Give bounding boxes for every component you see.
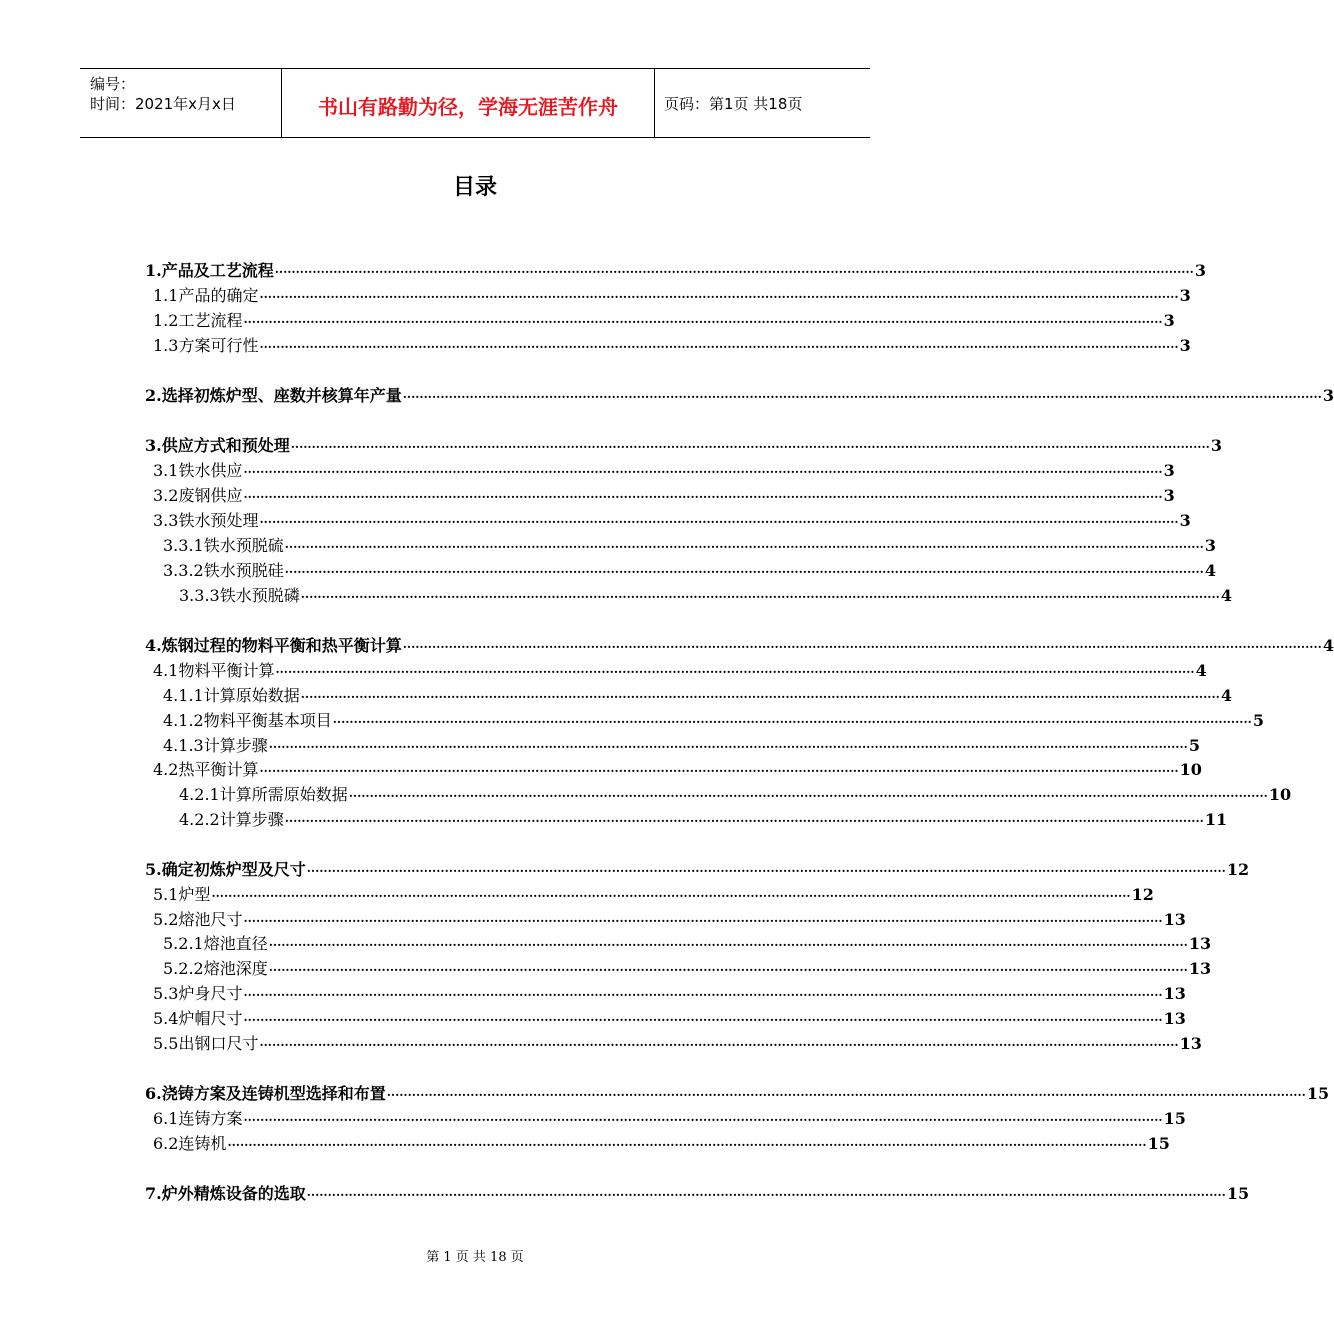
toc-entry-label: 4.1物料平衡计算 bbox=[153, 661, 275, 680]
toc-dot-leader: ···························································································································································································································· bbox=[243, 490, 1163, 504]
toc-entry-page: 15 bbox=[1163, 1109, 1186, 1128]
toc-entry-page: 13 bbox=[1179, 1034, 1202, 1053]
toc-entry-page: 11 bbox=[1204, 810, 1228, 829]
toc-entry-page: 3 bbox=[1163, 486, 1175, 505]
document-time-label: 时间：2021年x月x日 bbox=[90, 95, 236, 113]
toc-entry[interactable] bbox=[145, 1181, 1250, 1205]
toc-entry[interactable] bbox=[163, 733, 1200, 757]
toc-entry-page: 13 bbox=[1163, 910, 1186, 929]
toc-entry[interactable] bbox=[145, 633, 1334, 657]
toc-entry-label: 5.2.1熔池直径 bbox=[163, 934, 268, 953]
toc-entry-label: 5.5出钢口尺寸 bbox=[153, 1034, 259, 1053]
toc-dot-leader: ···························································································································································································································· bbox=[290, 440, 1210, 454]
page-title: 目录 bbox=[452, 175, 497, 200]
toc-entry-label: 3.3.2铁水预脱硅 bbox=[163, 561, 284, 580]
toc-entry[interactable] bbox=[153, 1106, 1186, 1130]
toc-dot-leader: ···························································································································································································································· bbox=[306, 1188, 1226, 1202]
toc-dot-leader: ···························································································································································································································· bbox=[243, 1013, 1163, 1027]
toc-entry-label: 5.确定初炼炉型及尺寸 bbox=[145, 860, 306, 879]
toc-dot-leader: ···························································································································································································································· bbox=[259, 340, 1179, 354]
toc-entry-page: 13 bbox=[1163, 1009, 1186, 1028]
toc-entry-label: 1.产品及工艺流程 bbox=[145, 261, 274, 280]
toc-dot-leader: ···························································································································································································································· bbox=[243, 1113, 1163, 1127]
toc-entry-page: 3 bbox=[1322, 386, 1334, 405]
toc-dot-leader: ···························································································································································································································· bbox=[284, 540, 1204, 554]
toc-entry-label: 1.2工艺流程 bbox=[153, 311, 243, 330]
toc-entry[interactable] bbox=[145, 857, 1250, 881]
toc-entry-label: 4.1.1计算原始数据 bbox=[163, 686, 300, 705]
toc-entry-page: 4 bbox=[1322, 636, 1334, 655]
toc-entry-label: 1.1产品的确定 bbox=[153, 286, 259, 305]
toc-entry-page: 12 bbox=[1131, 885, 1154, 904]
toc-entry-label: 5.1炉型 bbox=[153, 885, 211, 904]
toc-dot-leader: ···························································································································································································································· bbox=[274, 265, 1194, 279]
toc-entry[interactable] bbox=[163, 956, 1212, 980]
toc-entry[interactable] bbox=[153, 658, 1207, 682]
toc-entry-page: 4 bbox=[1220, 686, 1232, 705]
toc-dot-leader: ···························································································································································································································· bbox=[259, 1038, 1179, 1052]
toc-dot-leader: ···························································································································································································································· bbox=[284, 814, 1204, 828]
toc-entry[interactable] bbox=[153, 308, 1175, 332]
toc-entry[interactable] bbox=[163, 683, 1232, 707]
toc-entry-page: 4 bbox=[1204, 561, 1216, 580]
toc-entry[interactable] bbox=[145, 1081, 1330, 1105]
toc-entry-page: 4 bbox=[1220, 586, 1232, 605]
toc-dot-leader: ···························································································································································································································· bbox=[284, 565, 1204, 579]
toc-entry-page: 4 bbox=[1195, 661, 1207, 680]
toc-dot-leader: ···························································································································································································································· bbox=[332, 715, 1252, 729]
document-number-label: 编号： bbox=[90, 75, 136, 93]
toc-entry-page: 5 bbox=[1188, 736, 1200, 755]
toc-entry[interactable] bbox=[153, 907, 1186, 931]
toc-entry-page: 10 bbox=[1268, 785, 1292, 804]
toc-entry-page: 13 bbox=[1188, 959, 1212, 978]
toc-entry[interactable] bbox=[153, 1006, 1186, 1030]
toc-entry-label: 6.2连铸机 bbox=[153, 1134, 227, 1153]
toc-entry[interactable] bbox=[145, 433, 1222, 457]
toc-entry-page: 15 bbox=[1226, 1184, 1250, 1203]
toc-entry[interactable] bbox=[179, 782, 1292, 806]
toc-dot-leader: ···························································································································································································································· bbox=[268, 938, 1188, 952]
toc-entry-label: 1.3方案可行性 bbox=[153, 336, 259, 355]
header-info-cell bbox=[80, 69, 281, 137]
toc-entry-label: 3.3.3铁水预脱磷 bbox=[179, 586, 300, 605]
toc-entry[interactable] bbox=[153, 458, 1175, 482]
toc-dot-leader: ···························································································································································································································· bbox=[243, 914, 1163, 928]
toc-entry-page: 13 bbox=[1188, 934, 1212, 953]
toc-entry[interactable] bbox=[179, 807, 1228, 831]
header-page-number: 页码：第1页 共18页 bbox=[664, 95, 803, 113]
toc-entry[interactable] bbox=[145, 383, 1334, 407]
toc-entry-label: 2.选择初炼炉型、座数并核算年产量 bbox=[145, 386, 402, 405]
toc-dot-leader: ···························································································································································································································· bbox=[243, 465, 1163, 479]
toc-entry-page: 12 bbox=[1226, 860, 1250, 879]
toc-entry-page: 3 bbox=[1163, 461, 1175, 480]
toc-entry[interactable] bbox=[145, 258, 1206, 282]
toc-entry-page: 5 bbox=[1252, 711, 1264, 730]
page-footer: 第 1 页 共 18 页 bbox=[426, 1250, 524, 1265]
toc-entry-label: 4.2热平衡计算 bbox=[153, 760, 259, 779]
header-motto: 书山有路勤为径，学海无涯苦作舟 bbox=[318, 95, 618, 119]
toc-entry[interactable] bbox=[163, 533, 1216, 557]
toc-entry-label: 3.3.1铁水预脱硫 bbox=[163, 536, 284, 555]
toc-entry[interactable] bbox=[153, 483, 1175, 507]
toc-entry-page: 3 bbox=[1204, 536, 1216, 555]
toc-entry-page: 15 bbox=[1306, 1084, 1330, 1103]
toc-entry[interactable] bbox=[153, 757, 1202, 781]
toc-entry-label: 4.1.2物料平衡基本项目 bbox=[163, 711, 332, 730]
toc-entry-label: 4.1.3计算步骤 bbox=[163, 736, 268, 755]
toc-entry-label: 6.浇铸方案及连铸机型选择和布置 bbox=[145, 1084, 386, 1103]
toc-entry-page: 13 bbox=[1163, 984, 1186, 1003]
toc-dot-leader: ···························································································································································································································· bbox=[402, 390, 1322, 404]
header-page-cell bbox=[654, 69, 870, 137]
toc-entry[interactable] bbox=[153, 1131, 1170, 1155]
toc-dot-leader: ···························································································································································································································· bbox=[268, 963, 1188, 977]
toc-dot-leader: ···························································································································································································································· bbox=[306, 864, 1226, 878]
toc-entry-page: 15 bbox=[1147, 1134, 1170, 1153]
toc-dot-leader: ···························································································································································································································· bbox=[243, 315, 1163, 329]
toc-entry-label: 5.4炉帽尺寸 bbox=[153, 1009, 243, 1028]
toc-dot-leader: ···························································································································································································································· bbox=[402, 640, 1322, 654]
toc-dot-leader: ···························································································································································································································· bbox=[348, 789, 1268, 803]
toc-entry-label: 4.2.2计算步骤 bbox=[179, 810, 284, 829]
toc-entry-label: 7.炉外精炼设备的选取 bbox=[145, 1184, 306, 1203]
toc-dot-leader: ···························································································································································································································· bbox=[211, 889, 1131, 903]
toc-entry[interactable] bbox=[153, 882, 1154, 906]
page-header bbox=[80, 68, 870, 138]
toc-entry-label: 3.1铁水供应 bbox=[153, 461, 243, 480]
toc-entry[interactable] bbox=[163, 931, 1212, 955]
toc-entry-label: 3.供应方式和预处理 bbox=[145, 436, 290, 455]
toc-entry-label: 5.2.2熔池深度 bbox=[163, 959, 268, 978]
toc-entry-label: 3.2废钢供应 bbox=[153, 486, 243, 505]
toc-entry-label: 4.炼钢过程的物料平衡和热平衡计算 bbox=[145, 636, 402, 655]
toc-dot-leader: ···························································································································································································································· bbox=[386, 1088, 1306, 1102]
toc-entry-label: 5.3炉身尺寸 bbox=[153, 984, 243, 1003]
toc-entry-label: 4.2.1计算所需原始数据 bbox=[179, 785, 348, 804]
toc-dot-leader: ···························································································································································································································· bbox=[300, 690, 1220, 704]
toc-entry-label: 6.1连铸方案 bbox=[153, 1109, 243, 1128]
toc-entry-label: 5.2熔池尺寸 bbox=[153, 910, 243, 929]
toc-dot-leader: ···························································································································································································································· bbox=[300, 590, 1220, 604]
toc-dot-leader: ···························································································································································································································· bbox=[259, 764, 1179, 778]
header-motto-cell bbox=[281, 69, 655, 137]
toc-entry[interactable] bbox=[153, 1031, 1202, 1055]
toc-entry-label: 3.3铁水预处理 bbox=[153, 511, 259, 530]
toc-entry-page: 3 bbox=[1210, 436, 1222, 455]
toc-entry-page: 3 bbox=[1163, 311, 1175, 330]
toc-entry[interactable] bbox=[153, 981, 1186, 1005]
toc-dot-leader: ···························································································································································································································· bbox=[259, 515, 1179, 529]
toc-dot-leader: ···························································································································································································································· bbox=[259, 290, 1179, 304]
toc-entry[interactable] bbox=[153, 508, 1191, 532]
toc-dot-leader: ···························································································································································································································· bbox=[243, 988, 1163, 1002]
toc-entry[interactable] bbox=[153, 283, 1191, 307]
toc-entry[interactable] bbox=[179, 583, 1232, 607]
toc-entry-page: 3 bbox=[1179, 336, 1191, 355]
toc-dot-leader: ···························································································································································································································· bbox=[268, 740, 1188, 754]
toc-entry-page: 3 bbox=[1179, 286, 1191, 305]
toc-entry[interactable] bbox=[153, 333, 1191, 357]
toc-entry[interactable] bbox=[163, 558, 1216, 582]
toc-entry[interactable] bbox=[163, 708, 1264, 732]
toc-entry-page: 10 bbox=[1179, 760, 1202, 779]
toc-entry-page: 3 bbox=[1194, 261, 1206, 280]
toc-dot-leader: ···························································································································································································································· bbox=[275, 665, 1195, 679]
toc-entry-page: 3 bbox=[1179, 511, 1191, 530]
toc-dot-leader: ···························································································································································································································· bbox=[227, 1138, 1147, 1152]
